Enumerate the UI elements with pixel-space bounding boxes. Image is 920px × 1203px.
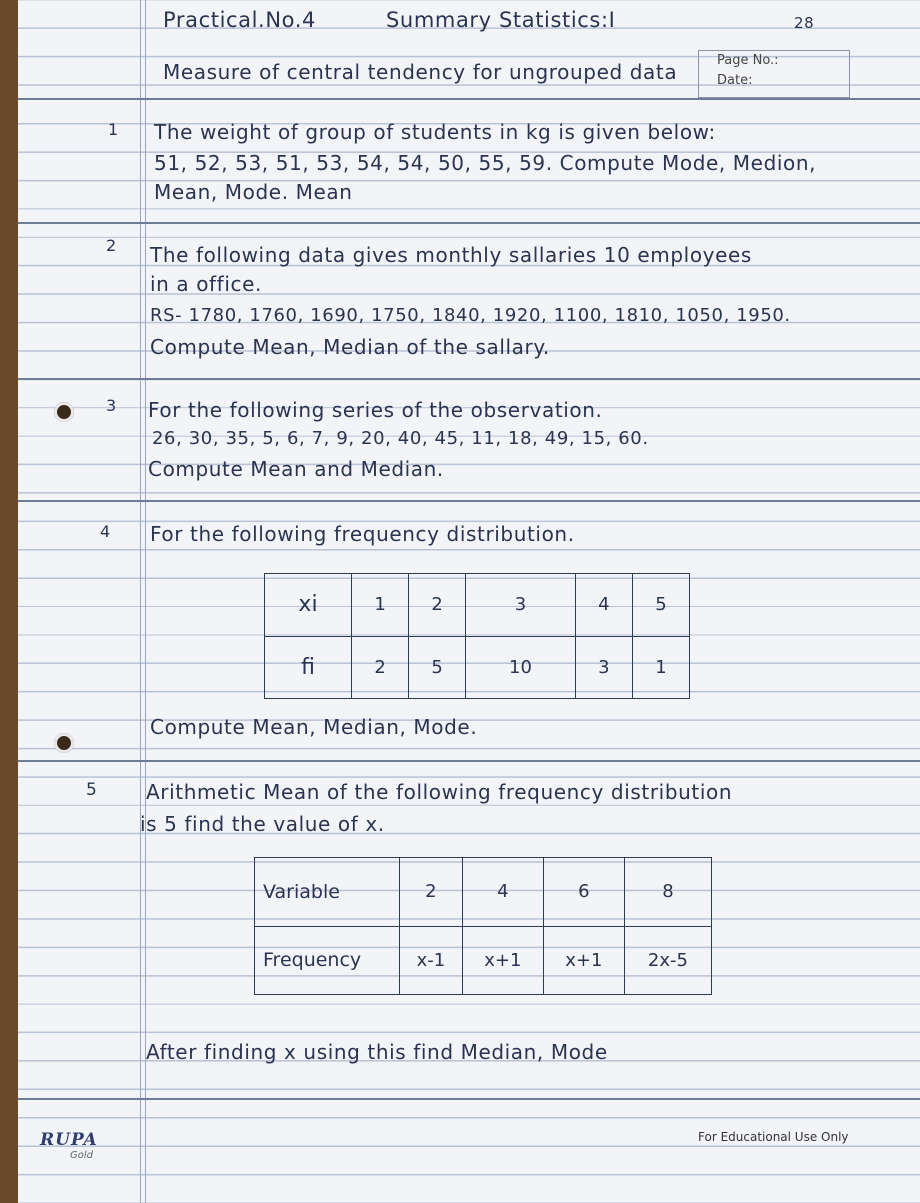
table-cell: 4: [575, 574, 632, 637]
punch-hole-bottom: [54, 733, 74, 753]
table-cell: fi: [265, 636, 352, 699]
question-2-number: 2: [106, 236, 117, 255]
page-number: 28: [794, 14, 815, 32]
table-cell: xi: [265, 574, 352, 637]
table-cell: x-1: [400, 926, 463, 995]
question-5-line-1: Arithmetic Mean of the following frequency distribution: [146, 780, 733, 804]
question-3-line-2: 26, 30, 35, 5, 6, 7, 9, 20, 40, 45, 11, 18, 49, 15, 60.: [152, 428, 649, 449]
question-3-number: 3: [106, 396, 117, 415]
question-1-line-3: Mean, Mode. Mean: [154, 180, 353, 204]
table-cell: 3: [575, 636, 632, 699]
notebook-page: [18, 0, 920, 1203]
question-3-line-3: Compute Mean and Median.: [148, 457, 444, 481]
margin-line-left: [140, 0, 141, 1203]
question-1-line-1: The weight of group of students in kg is given below:: [154, 120, 716, 144]
question-1-line-2: 51, 52, 53, 51, 53, 54, 54, 50, 55, 59. Compute Mode, Medion,: [154, 151, 817, 175]
table-cell: 1: [352, 574, 409, 637]
question-2-line-2: in a office.: [150, 272, 262, 296]
punch-hole-top: [54, 402, 74, 422]
frequency-table-q5: [254, 857, 712, 995]
table-row: [255, 858, 712, 927]
page-subtitle: Measure of central tendency for ungrouped data: [163, 60, 678, 84]
question-2-line-3: RS- 1780, 1760, 1690, 1750, 1840, 1920, 1100, 1810, 1050, 1950.: [150, 305, 791, 326]
question-1-number: 1: [108, 120, 119, 139]
page-no-label: Page No.:: [717, 53, 779, 68]
table-cell: 2: [352, 636, 409, 699]
table-cell: 5: [632, 574, 689, 637]
table-cell: 10: [466, 636, 576, 699]
table-cell: 8: [624, 858, 711, 927]
brand-logo: RUPA: [40, 1130, 98, 1150]
table-row: [255, 926, 712, 995]
divider-4: [18, 760, 920, 762]
table-cell: 4: [462, 858, 543, 927]
table-cell: x+1: [543, 926, 624, 995]
table-cell: 3: [466, 574, 576, 637]
brand-sub: Gold: [70, 1150, 93, 1161]
divider-5: [18, 1098, 920, 1100]
table-cell: Variable: [255, 858, 400, 927]
divider-3: [18, 500, 920, 502]
table-cell: 2: [400, 858, 463, 927]
divider-1: [18, 222, 920, 224]
table-row: [265, 574, 690, 637]
table-row: [265, 636, 690, 699]
margin-line-right: [145, 0, 146, 1203]
table-cell: 6: [543, 858, 624, 927]
table-cell: 1: [632, 636, 689, 699]
footer-note: For Educational Use Only: [698, 1130, 849, 1144]
question-4-number: 4: [100, 522, 111, 541]
table-cell: 2x-5: [624, 926, 711, 995]
question-4-line-1: For the following frequency distribution.: [150, 522, 575, 546]
table-cell: 5: [409, 636, 466, 699]
table-cell: x+1: [462, 926, 543, 995]
question-5-after: After finding x using this find Median, Mode: [146, 1040, 608, 1064]
header-divider: [18, 98, 920, 100]
table-cell: Frequency: [255, 926, 400, 995]
question-2-line-4: Compute Mean, Median of the sallary.: [150, 335, 550, 359]
divider-2: [18, 378, 920, 380]
date-label: Date:: [717, 73, 753, 88]
question-2-line-1: The following data gives monthly sallaries 10 employees: [150, 243, 752, 267]
page-date-box: [698, 50, 850, 98]
page-title: Summary Statistics:I: [386, 8, 616, 32]
frequency-table-q4: [264, 573, 690, 699]
question-3-line-1: For the following series of the observation.: [148, 398, 603, 422]
question-5-number: 5: [86, 780, 98, 800]
practical-number: Practical.No.4: [163, 8, 316, 32]
question-5-line-2: is 5 find the value of x.: [140, 812, 385, 836]
question-4-after: Compute Mean, Median, Mode.: [150, 715, 478, 739]
table-cell: 2: [409, 574, 466, 637]
